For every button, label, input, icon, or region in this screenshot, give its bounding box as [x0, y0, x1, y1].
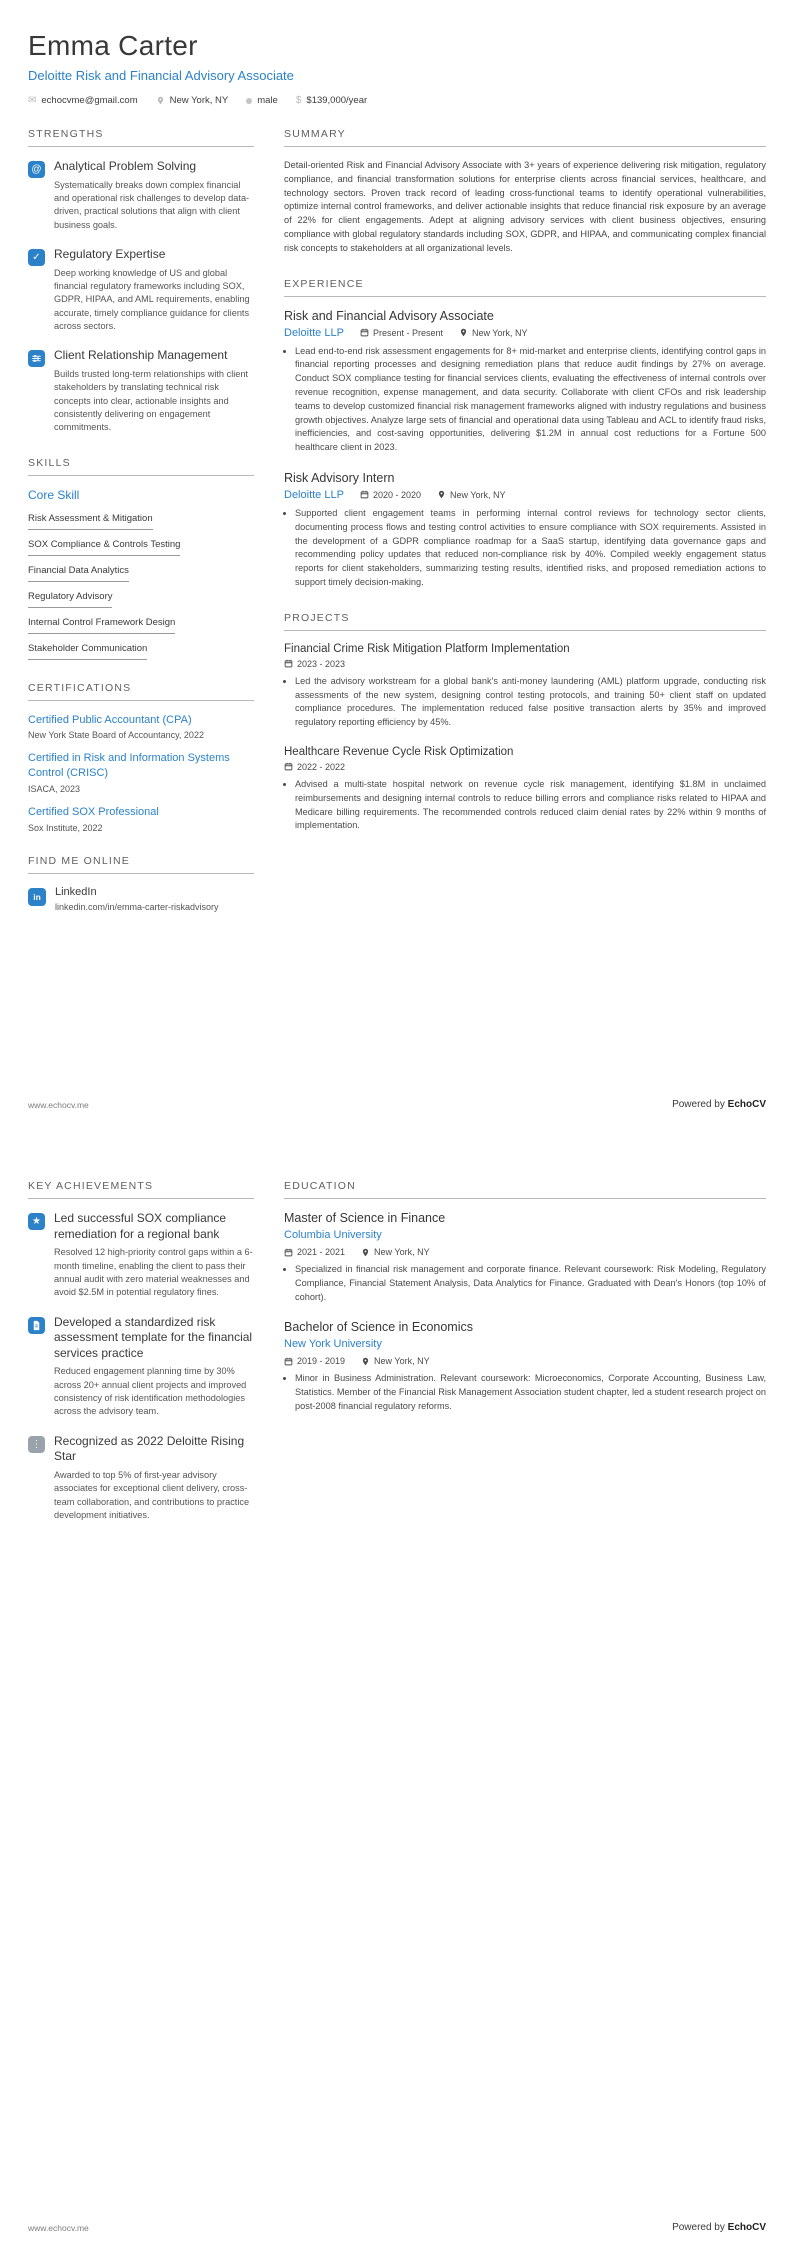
strength-title: Analytical Problem Solving [54, 159, 197, 173]
calendar-icon [284, 659, 293, 668]
checkbox-icon: ✓ [28, 249, 45, 266]
skill-item: Risk Assessment & Mitigation [28, 513, 153, 530]
experience-bullet: • Supported client engagement teams in performing internal control reviews for technology sector clients, documenting process flows and testing control activities to ensure compliance with SOX requirements. Assisted in the development of a GDPR compliance roadmap for a SaaS startup, identifying data governance gaps and recommending policy updates that reduced non-compliance risk by 40%. Compiled weekly engagement status reports for client stakeholders, summarizing testing results, identified risks, and proposed remediation actions to support timely decision-making. [295, 507, 766, 590]
powered-by-prefix: Powered by [672, 1099, 725, 1110]
achievement-title: Developed a standardized risk assessment template for the financial services practice [54, 1314, 253, 1360]
strength-title: Regulatory Expertise [54, 246, 166, 261]
site-link[interactable]: www.echocv.me [28, 2222, 89, 2233]
key-achievements-section [28, 1180, 254, 1522]
projects-section [284, 612, 766, 833]
experience-dates [360, 490, 421, 500]
education-location-text: New York, NY [374, 1356, 430, 1367]
experience-item [284, 309, 766, 455]
resume-header [28, 30, 766, 106]
project-bullet: • Advised a multi-state hospital network on revenue cycle risk management, identifying $1.8M in unclaimed reimbursements and designing internal controls to reduce billing errors and compliance risks related to HIPAA and Medicare billing requirements. The recommended controls reduced claim denial rates by 22% within 9 months of implementation. [295, 778, 766, 833]
calendar-icon [360, 490, 369, 499]
certifications-heading: CERTIFICATIONS [28, 682, 254, 701]
skill-item: Financial Data Analytics [28, 565, 129, 582]
summary-heading: SUMMARY [284, 128, 766, 147]
summary-section [284, 128, 766, 256]
gender-icon [246, 98, 252, 104]
contact-salary [296, 95, 367, 106]
site-link[interactable]: www.echocv.me [28, 1099, 89, 1110]
experience-bullets [284, 345, 766, 455]
experience-bullet: • Lead end-to-end risk assessment engagements for 8+ mid-market and enterprise clients, identifying control gaps in financial reporting processes and designing remediation plans that reduce audit findings by 27% on average. Conduct SOX compliance testing for financial services clients, evaluating the effectiveness of internal controls over revenue recognition, expense management, and data security. Collaborate with client CFOs and risk leadership teams to develop customized financial risk management frameworks aligned with industry regulations and business growth objectives. Analyze large sets of financial and operational data using Tableau and ACL to identify fraud risks, inefficiencies, and cost-saving opportunities, delivering $1.2M in annual cost reductions for a Fortune 500 healthcare client in 2023. [295, 345, 766, 455]
education-dates-text: 2019 - 2019 [297, 1356, 346, 1367]
achievement-item [28, 1434, 254, 1523]
certification-issuer: Sox Institute, 2022 [28, 822, 103, 833]
brand-name: EchoCV [727, 2222, 766, 2233]
skill-item: Regulatory Advisory [28, 591, 112, 608]
certifications-section [28, 682, 254, 833]
at-icon: @ [28, 161, 45, 178]
education-school[interactable]: Columbia University [284, 1229, 382, 1241]
education-item [284, 1211, 766, 1304]
education-location-text: New York, NY [374, 1247, 430, 1257]
project-item [284, 643, 766, 730]
contact-email-text: echocvme@gmail.com [41, 95, 138, 106]
location-pin-icon [361, 1248, 370, 1257]
experience-location [437, 490, 506, 500]
contact-location [156, 95, 229, 106]
candidate-name: Emma Carter [28, 30, 198, 61]
powered-by-prefix: Powered by [672, 2222, 725, 2233]
experience-dates-text: Present - Present [372, 327, 443, 338]
achievement-item [28, 1315, 254, 1419]
experience-location [459, 328, 528, 338]
experience-bullets [284, 507, 766, 590]
certification-title[interactable]: Certified Public Accountant (CPA) [28, 713, 192, 726]
core-skill-label: Core Skill [28, 487, 80, 502]
project-dates-text: 2022 - 2022 [297, 761, 346, 772]
experience-heading: EXPERIENCE [284, 278, 766, 297]
education-meta [284, 1247, 766, 1257]
resume-page-2 [0, 1123, 794, 2246]
powered-by[interactable] [672, 2222, 766, 2233]
education-meta-school [284, 1229, 766, 1241]
skill-item: SOX Compliance & Controls Testing [28, 539, 180, 556]
education-bullet: • Specialized in financial risk management and corporate finance. Relevant coursework: Risk Modeling, Regulatory Compliance, Financial Statement Analysis, Data Analytics for Finance. Graduated with Dean's Honors (top 10% of cohort). [295, 1263, 766, 1304]
project-meta [284, 659, 766, 669]
project-meta [284, 762, 766, 772]
experience-meta [284, 327, 766, 339]
experience-section [284, 278, 766, 590]
contact-location-text: New York, NY [169, 95, 229, 106]
education-dates-text: 2021 - 2021 [297, 1247, 346, 1257]
strength-item [28, 247, 254, 333]
experience-job-title: Risk and Financial Advisory Associate [284, 308, 494, 323]
right-column [284, 1180, 766, 1544]
key-achievements-heading: KEY ACHIEVEMENTS [28, 1180, 254, 1199]
calendar-icon [284, 762, 293, 771]
calendar-icon [360, 328, 369, 337]
page-footer [28, 2222, 766, 2233]
linkedin-icon: in [28, 888, 46, 906]
education-dates [284, 1247, 345, 1257]
education-school[interactable]: New York University [284, 1338, 382, 1351]
project-title: Healthcare Revenue Cycle Risk Optimization [284, 745, 514, 758]
strength-description: Systematically breaks down complex financial and operational risk challenges to develop data-driven, practical solutions that align with client business goals. [54, 179, 250, 230]
contact-gender-text: male [257, 95, 278, 106]
location-pin-icon [459, 328, 468, 337]
project-dates [284, 659, 345, 669]
education-meta [284, 1356, 766, 1366]
left-column [28, 1180, 254, 1544]
project-bullets [284, 778, 766, 833]
contact-salary-text: $139,000/year [306, 95, 368, 106]
education-heading: EDUCATION [284, 1180, 766, 1199]
achievement-title: Recognized as 2022 Deloitte Rising Star [54, 1433, 245, 1464]
education-bullet: • Minor in Business Administration. Relevant coursework: Microeconomics, Corporate Accounting, Business Law, Statistics. Member of the Financial Risk Management Association student chapter, led a student research project on post-2008 financial regulatory reforms. [295, 1372, 766, 1413]
calendar-icon [284, 1248, 293, 1257]
education-location [361, 1247, 430, 1257]
powered-by[interactable] [672, 1099, 766, 1110]
certification-issuer: ISACA, 2023 [28, 784, 81, 795]
strength-item [28, 159, 254, 232]
experience-company[interactable]: Deloitte LLP [284, 326, 344, 339]
education-degree: Bachelor of Science in Economics [284, 1320, 473, 1335]
certification-title[interactable]: Certified in Risk and Information Systems Control (CRISC) [28, 752, 230, 780]
project-bullet: • Led the advisory workstream for a global bank's anti-money laundering (AML) platform upgrade, conducting risk assessments of the new system, designing control testing protocols, and training 50+ client staff on updated compliance procedures. The implementation reduced false positive transaction alerts by 35% and improved regulatory reporting efficiency by 45%. [295, 675, 766, 730]
social-title[interactable]: LinkedIn [55, 885, 97, 898]
left-column [28, 128, 254, 936]
strengths-section [28, 128, 254, 435]
achievement-title: Led successful SOX compliance remediation for a regional bank [54, 1211, 227, 1241]
strength-description: Builds trusted long-term relationships with client stakeholders by translating technical risk concepts into clear, actionable insights and consistently delivering on engagement commitments. [54, 368, 249, 433]
project-dates [284, 762, 345, 772]
skills-heading: SKILLS [28, 457, 254, 476]
page-footer [28, 1099, 766, 1110]
projects-heading: PROJECTS [284, 612, 766, 631]
location-pin-icon [361, 1357, 370, 1366]
education-item [284, 1320, 766, 1413]
contact-row [28, 95, 766, 106]
achievement-description: Reduced engagement planning time by 30% across 20+ annual client projects and improved consistency of risk identification methodologies across the advisory team. [54, 1366, 247, 1417]
experience-job-title: Risk Advisory Intern [284, 470, 395, 485]
sliders-icon [28, 350, 45, 367]
contact-gender [246, 95, 278, 106]
project-title: Financial Crime Risk Mitigation Platform Implementation [284, 642, 570, 655]
project-item [284, 746, 766, 833]
strength-description: Deep working knowledge of US and global financial regulatory frameworks including SOX, GDPR, HIPAA, and AML requirements, enabling accurate, timely compliance guidance for clients across sectors. [54, 267, 250, 331]
location-pin-icon [156, 96, 165, 105]
education-bullets [284, 1263, 766, 1304]
social-link[interactable]: linkedin.com/in/emma-carter-riskadvisory [55, 901, 219, 912]
experience-meta [284, 489, 766, 501]
certification-issuer: New York State Board of Accountancy, 2022 [28, 730, 204, 741]
education-location [361, 1356, 430, 1366]
brand-name: EchoCV [727, 1099, 766, 1110]
skill-item: Internal Control Framework Design [28, 617, 175, 634]
achievement-description: Awarded to top 5% of first-year advisory associates for exceptional client delivery, cross-team collaboration, and contributions to practice development initiatives. [54, 1469, 250, 1520]
experience-dates [360, 328, 443, 338]
project-dates-text: 2023 - 2023 [297, 658, 346, 669]
certification-item [28, 805, 254, 833]
right-column [284, 128, 766, 936]
skill-item: Stakeholder Communication [28, 643, 147, 660]
social-item [28, 886, 254, 914]
location-pin-icon [437, 490, 446, 499]
education-bullets [284, 1372, 766, 1413]
certification-item [28, 751, 254, 794]
experience-item [284, 471, 766, 590]
certification-title[interactable]: Certified SOX Professional [28, 806, 159, 819]
strength-title: Client Relationship Management [54, 348, 228, 363]
email-icon: ✉ [28, 95, 37, 106]
dollar-icon: $ [295, 95, 302, 106]
achievement-description: Resolved 12 high-priority control gaps within a 6-month timeline, enabling the client to pass their annual audit with zero material weaknesses and avoid $2.5M in potential regulatory fines. [54, 1247, 253, 1298]
find-me-online-heading: FIND ME ONLINE [28, 855, 254, 874]
education-meta-school [284, 1338, 766, 1350]
summary-text: Detail-oriented Risk and Financial Advisory Associate with 3+ years of experience delivering risk mitigation, regulatory compliance, and financial transformation solutions for enterprise clients across financial services, healthcare, and technology sectors. Proven track record of leading cross-functional teams to identify operational vulnerabilities, optimize internal control frameworks, and deliver actionable insights that reduce financial risk exposure by an average of 22% for client engagements. Adept at aligning advisory services with client business objectives, ensuring compliance with global regulatory standards including SOX, GDPR, and HIPAA, and communicating complex financial risk concepts to stakeholders at all organizational levels. [284, 160, 766, 253]
calendar-icon [284, 1357, 293, 1366]
education-dates [284, 1356, 345, 1366]
experience-location-text: New York, NY [449, 489, 506, 500]
experience-dates-text: 2020 - 2020 [372, 489, 421, 500]
star-icon: ★ [28, 1213, 45, 1230]
strengths-heading: STRENGTHS [28, 128, 254, 147]
experience-company[interactable]: Deloitte LLP [284, 488, 344, 501]
project-bullets [284, 675, 766, 730]
education-section [284, 1180, 766, 1414]
achievement-item [28, 1211, 254, 1300]
strength-item [28, 348, 254, 434]
vertical-dots-icon: ⋮ [28, 1436, 45, 1453]
certification-item [28, 713, 254, 741]
skills-section [28, 457, 254, 660]
candidate-job-title: Deloitte Risk and Financial Advisory Associate [28, 68, 294, 83]
experience-location-text: New York, NY [471, 327, 528, 338]
find-me-online-section [28, 855, 254, 914]
document-icon [28, 1317, 45, 1334]
contact-email [28, 95, 138, 106]
education-degree: Master of Science in Finance [284, 1211, 446, 1225]
